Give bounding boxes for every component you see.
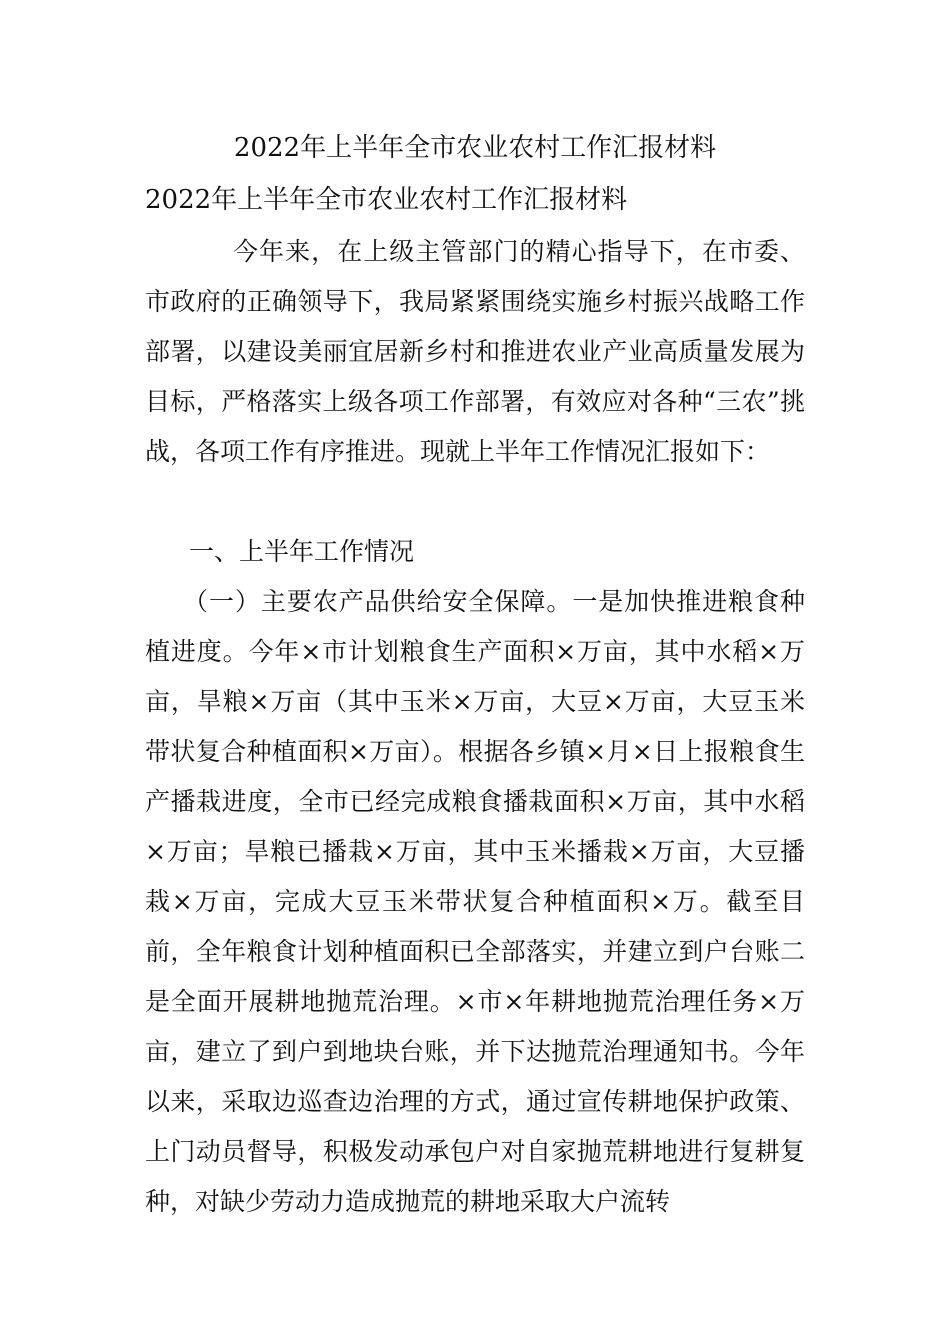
document-title: 2022年上半年全市农业农村工作汇报材料 [233,133,717,163]
paragraph-section-1: （一）主要农产品供给安全保障。一是加快推进粮食种植进度。今年×市计划粮食生产面积×万亩，其中水稻×万亩，旱粮×万亩（其中玉米×万亩，大豆×万亩，大豆玉米带状复合种植面积×万亩）。根据各乡镇×月×日上报粮食生产播栽进度，全市已经完成粮食播栽面积×万亩，其中水稻×万亩；旱粮已播栽×万亩，其中玉米播栽×万亩，大豆播栽×万亩，完成大豆玉米带状复合种植面积×万。截至目前，全年粮食计划种植面积已全部落实，并建立到户台账二是全面开展耕地抛荒治理。×市×年耕地抛荒治理任务×万亩，建立了到户到地块台账，并下达抛荒治理通知书。今年以来，采取边巡查边治理的方式，通过宣传耕地保护政策、上门动员督导，积极发动承包户对自家抛荒耕地进行复耕复种，对缺少劳动力造成抛荒的耕地采取大户流转 [145,587,805,1216]
paragraph-intro: 今年来，在上级主管部门的精心指导下，在市委、市政府的正确领导下，我局紧紧围绕实施乡村振兴战略工作部署，以建设美丽宜居新乡村和推进农业产业高质量发展为目标，严格落实上级各项工作部署，有效应对各种“三农”挑战，各项工作有序推进。现就上半年工作情况汇报如下： [145,237,805,466]
section-heading: 一、上半年工作情况 [189,537,415,566]
document-subtitle: 2022年上半年全市农业农村工作汇报材料 [145,185,628,215]
